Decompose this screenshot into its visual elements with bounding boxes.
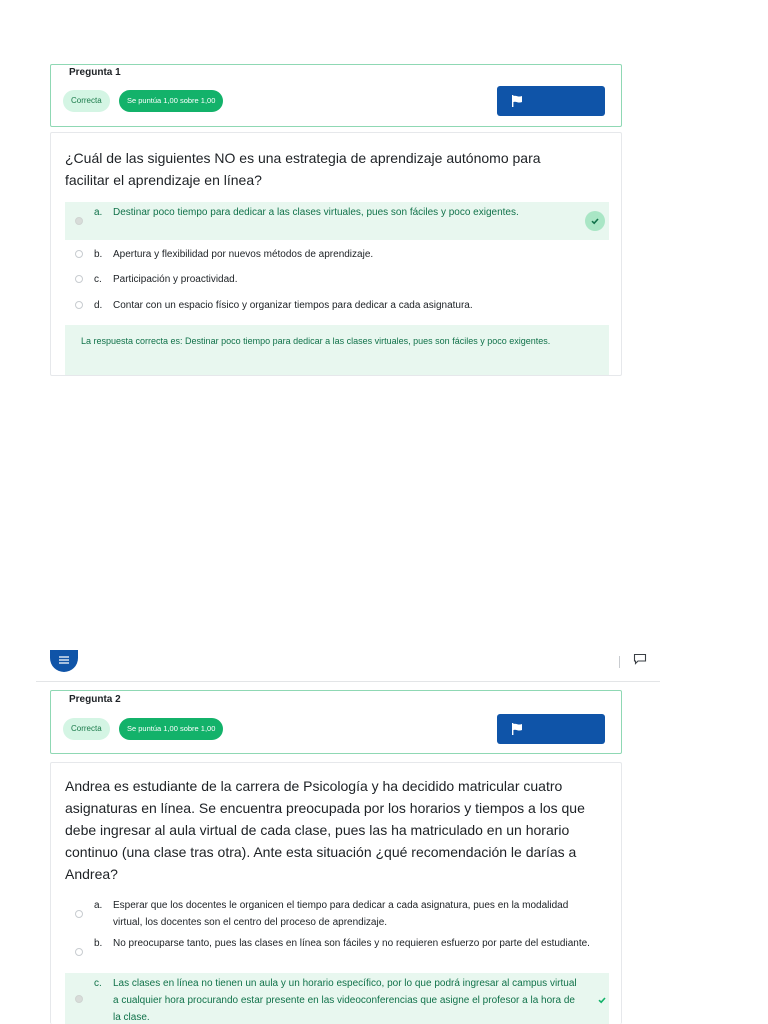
question-2-info (50, 690, 622, 754)
question-1-option-a[interactable] (65, 202, 609, 240)
question-1-card (50, 132, 622, 376)
radio-button[interactable] (75, 910, 83, 918)
question-1-text: ¿Cuál de las siguientes NO es una estrategia de aprendizaje autónomo para facilitar el aprendizaje en línea? (65, 150, 541, 188)
question-2-flag-button[interactable] (497, 714, 605, 744)
check-icon (585, 211, 605, 231)
radio-button[interactable] (75, 250, 83, 258)
option-letter: c. (94, 978, 102, 989)
question-1-info (50, 64, 622, 127)
question-1-flag-button[interactable] (497, 86, 605, 116)
option-text: Apertura y flexibilidad por nuevos métodos de aprendizaje. (113, 249, 374, 260)
option-text: Contar con un espacio físico y organizar tiempos para dedicar a cada asignatura. (113, 300, 473, 311)
radio-button[interactable] (75, 275, 83, 283)
question-2-grade-badge: Se puntúa 1,00 sobre 1,00 (119, 718, 223, 740)
question-1-number: Pregunta 1 (69, 67, 121, 78)
option-letter: b. (94, 249, 103, 260)
option-letter: d. (94, 300, 103, 311)
question-2-number: Pregunta 2 (69, 694, 121, 705)
option-letter: a. (94, 207, 103, 218)
radio-button[interactable] (75, 995, 83, 1003)
toolbar-separator (619, 656, 620, 668)
question-1-option-d[interactable] (65, 297, 609, 315)
check-icon (595, 990, 609, 1010)
question-2-option-b[interactable] (65, 934, 609, 970)
option-text: Destinar poco tiempo para dedicar a las clases virtuales, pues son fáciles y poco exigentes. (113, 207, 519, 218)
chat-icon[interactable] (633, 653, 647, 665)
option-text: Participación y proactividad. (113, 274, 238, 285)
option-letter: c. (94, 274, 102, 285)
option-letter: b. (94, 938, 103, 949)
question-1-status-badge: Correcta (63, 90, 110, 112)
radio-button[interactable] (75, 948, 83, 956)
radio-button[interactable] (75, 301, 83, 309)
question-1-option-b[interactable] (65, 246, 609, 264)
divider (36, 681, 660, 682)
flag-icon (511, 723, 523, 735)
list-icon (58, 655, 70, 665)
option-letter: a. (94, 900, 103, 911)
question-1-option-c[interactable] (65, 271, 609, 289)
option-text: Las clases en línea no tienen un aula y un horario específico, por lo que podrá ingresar al campus virtual a cualquier hora procurando estar presente en las videoconferencias que asigne el profesor a la hora de la clase. (113, 978, 577, 1023)
flag-icon (511, 95, 523, 107)
question-1-grade-badge: Se puntúa 1,00 sobre 1,00 (119, 90, 223, 112)
question-2-card (50, 762, 622, 1024)
option-text: No preocuparse tanto, pues las clases en línea son fáciles y no requieren esfuerzo por parte del estudiante. (113, 938, 590, 949)
radio-button[interactable] (75, 217, 83, 225)
question-1-feedback: La respuesta correcta es: Destinar poco tiempo para dedicar a las clases virtuales, pues son fáciles y poco exigentes. (65, 325, 609, 375)
question-2-status-badge: Correcta (63, 718, 110, 740)
question-2-option-c[interactable] (65, 973, 609, 1024)
option-text: Esperar que los docentes le organicen el tiempo para dedicar a cada asignatura, pues en la modalidad virtual, los docentes son el centro del proceso de aprendizaje. (113, 900, 569, 928)
question-2-option-a[interactable] (65, 896, 609, 932)
quiz-navigation-button[interactable] (50, 650, 78, 672)
question-2-text: Andrea es estudiante de la carrera de Psicología y ha decidido matricular cuatro asignaturas en línea. Se encuentra preocupada por los horarios y tiempos a los que debe ingresar al aula virtual de cada clase, pues las ha matriculado en un horario continuo (una clase tras otra). Ante esta situación ¿qué recomendación le darías a Andrea? (65, 778, 585, 882)
